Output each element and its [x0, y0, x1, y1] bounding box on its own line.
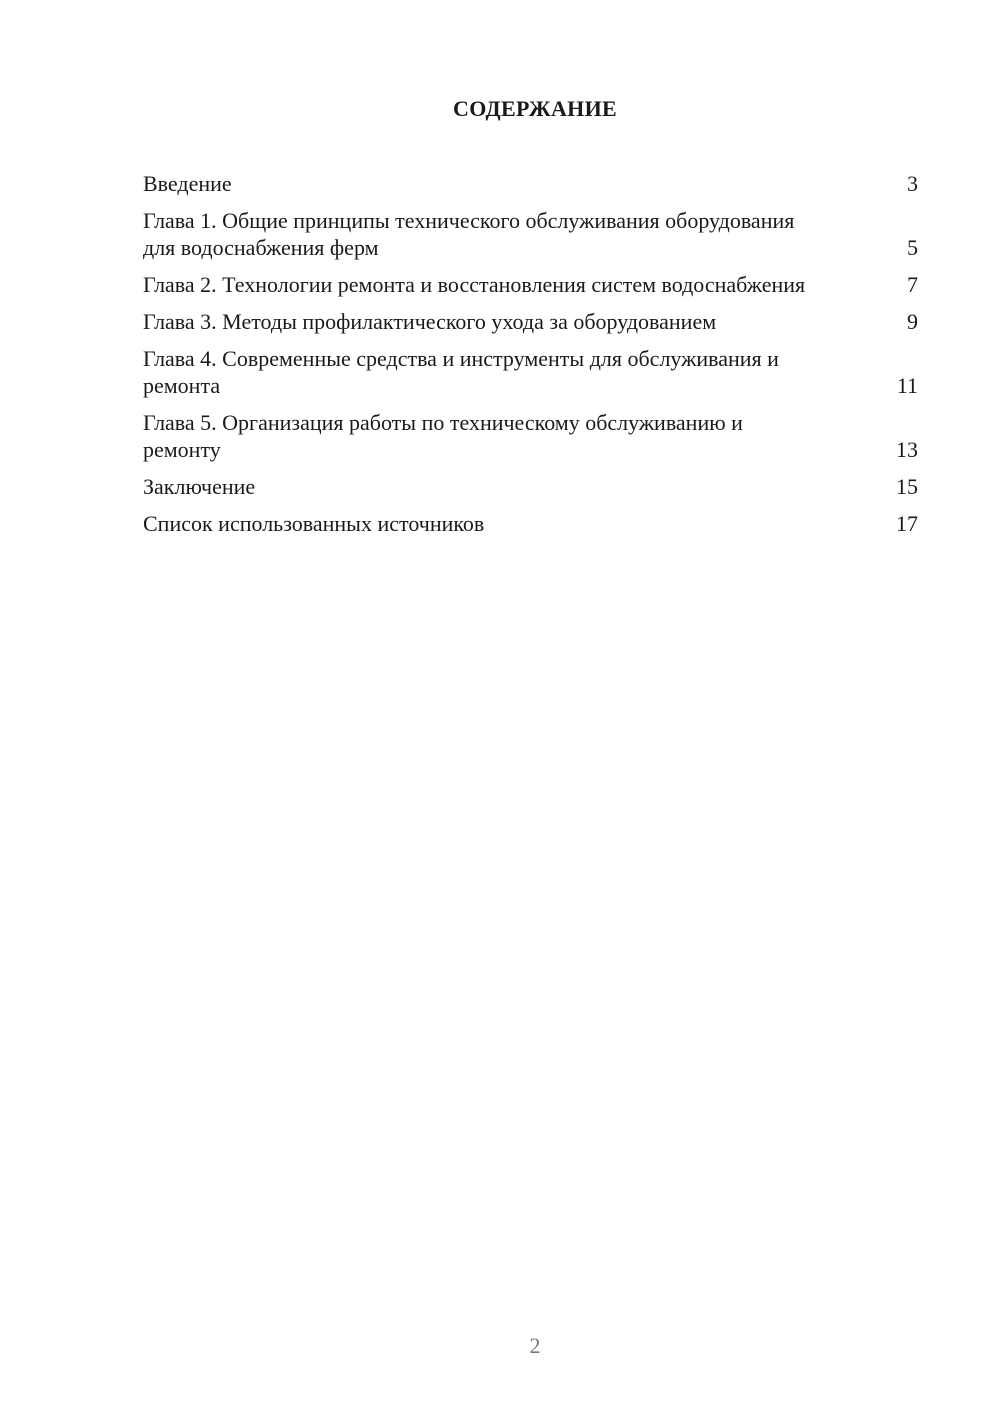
- toc-entry-introduction: [143, 170, 918, 197]
- toc-entry-text: Глава 2. Технологии ремонта и восстановления систем водоснабжения: [143, 272, 806, 297]
- toc-entry-chapter-1: [143, 207, 918, 261]
- toc-entry-references: [143, 510, 918, 537]
- toc-entry-page: 5: [907, 235, 918, 260]
- toc-entry-chapter-4: [143, 345, 918, 399]
- toc-entry-text: Список использованных источников: [143, 511, 485, 536]
- toc-entry-text: Заключение: [143, 474, 256, 499]
- toc-entry-page: 9: [907, 309, 918, 334]
- toc-entry-chapter-2: [143, 271, 918, 298]
- toc-entry-text: Глава 5. Организация работы по техническому обслуживанию и ремонту: [143, 410, 743, 462]
- toc-entry-page: 3: [907, 171, 918, 196]
- toc-entry-page: 15: [896, 474, 918, 499]
- toc-entry-page: 7: [907, 272, 918, 297]
- table-of-contents: [143, 170, 918, 547]
- toc-entry-text: Введение: [143, 171, 232, 196]
- page-number: 2: [529, 1333, 541, 1358]
- page-title: СОДЕРЖАНИЕ: [453, 96, 617, 121]
- toc-entry-chapter-3: [143, 308, 918, 335]
- toc-entry-text: Глава 4. Современные средства и инструменты для обслуживания и ремонта: [143, 346, 779, 398]
- toc-entry-conclusion: [143, 473, 918, 500]
- toc-entry-chapter-5: [143, 409, 918, 463]
- toc-entry-text: Глава 1. Общие принципы технического обслуживания оборудования для водоснабжения ферм: [143, 208, 795, 260]
- toc-entry-page: 13: [896, 437, 918, 462]
- toc-entry-page: 11: [896, 373, 918, 398]
- toc-entry-text: Глава 3. Методы профилактического ухода за оборудованием: [143, 309, 717, 334]
- toc-entry-page: 17: [896, 511, 918, 536]
